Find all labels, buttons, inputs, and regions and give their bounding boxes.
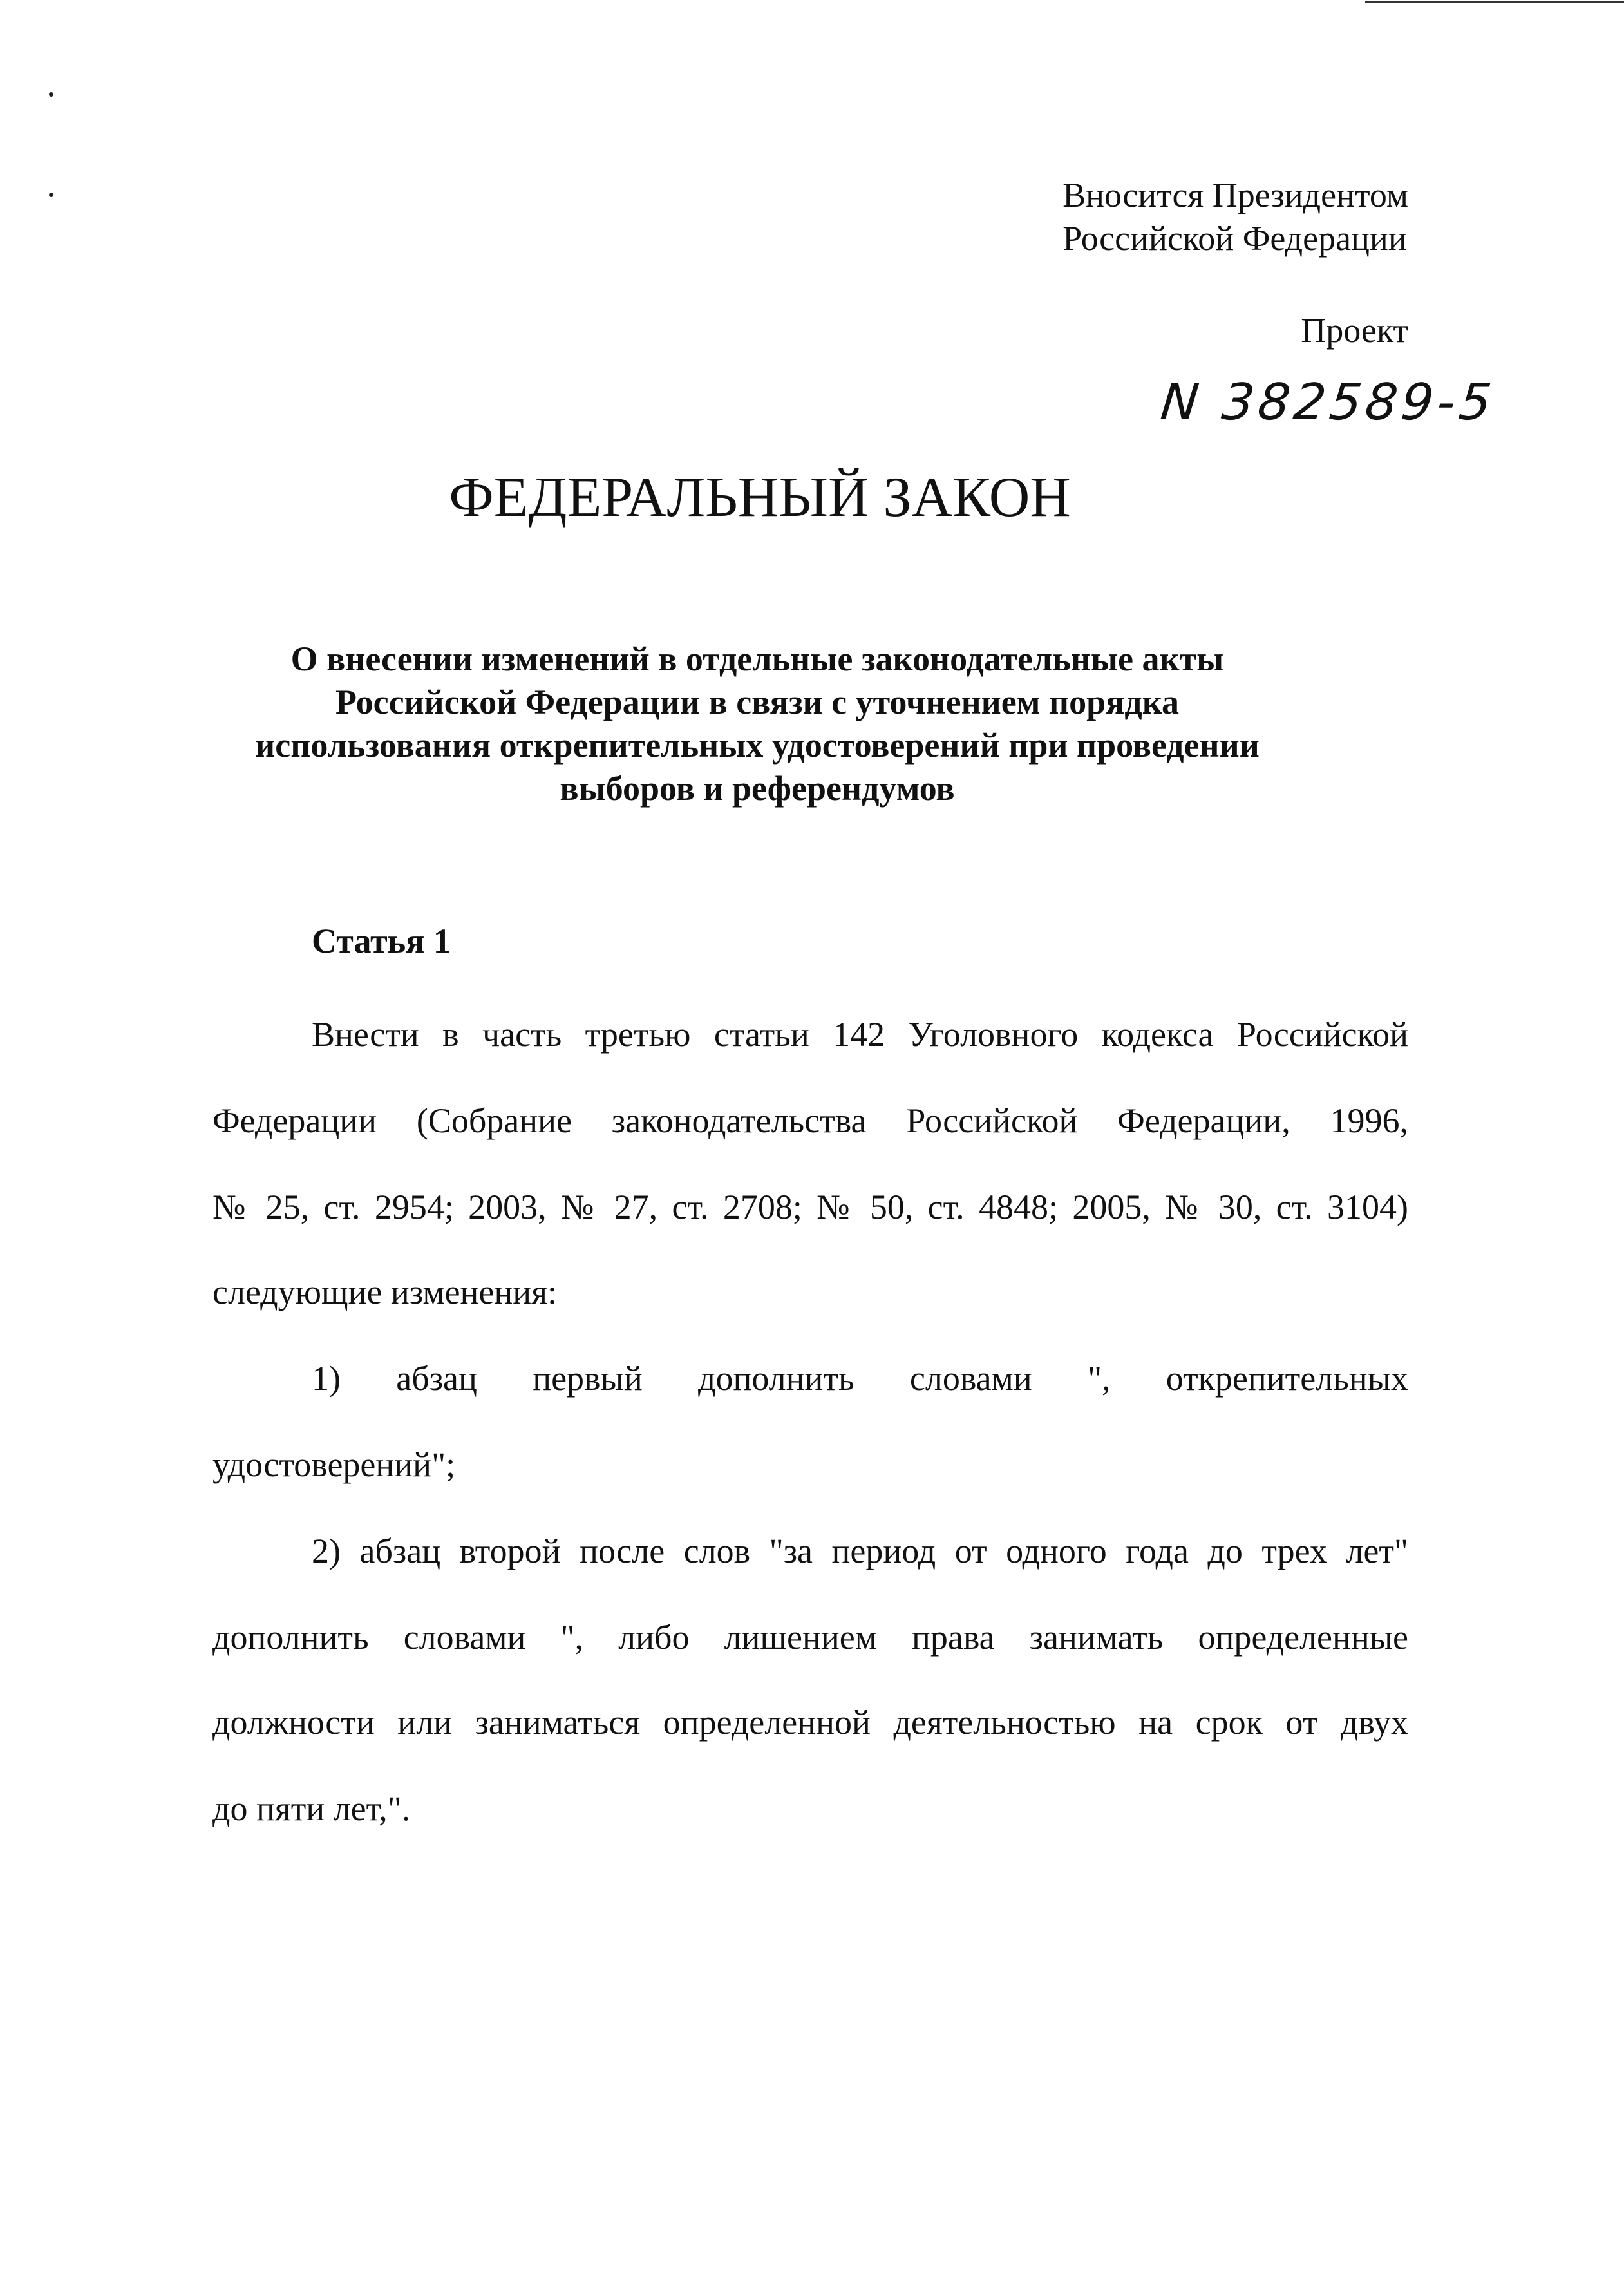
submitted-by-line: Вносится Президентом [1062,176,1408,214]
scan-edge-line [1365,1,1624,3]
submitted-by-line: Российской Федерации [1062,219,1407,258]
article-heading: Статья 1 [312,922,451,960]
body-line: Внести в часть третью статьи 142 Уголовного кодекса Российской [312,1015,1408,1054]
body-line: Федерации (Собрание законодательства Российской Федерации, 1996, [212,1101,1408,1140]
body-line: должности или заниматься определенной деятельностью на срок от двух [212,1703,1408,1742]
scan-speck [49,92,53,97]
draft-label: Проект [1301,311,1408,350]
body-line: 2) абзац второй после слов "за период от одного года до трех лет" [312,1532,1408,1570]
body-line: следующие изменения: [212,1273,558,1311]
document-title: ФЕДЕРАЛЬНЫЙ ЗАКОН [449,466,1071,529]
subtitle-line: выборов и референдумов [560,769,955,808]
body-line: 1) абзац первый дополнить словами ", открепительных [312,1359,1408,1398]
submitted-by [1062,174,1408,260]
subtitle-line: О внесении изменений в отдельные законодательные акты [290,640,1224,678]
subtitle-line: Российской Федерации в связи с уточнением порядка [335,683,1180,721]
document-subtitle [0,638,1515,810]
body-line: до пяти лет,". [212,1789,411,1828]
subtitle-line: использования открепительных удостоверений при проведении [255,726,1260,765]
handwritten-registration-number: N 382589-5 [1158,374,1498,432]
body-line: дополнить словами ", либо лишением права занимать определенные [212,1618,1408,1657]
body-line: № 25, ст. 2954; 2003, № 27, ст. 2708; № 50, ст. 4848; 2005, № 30, ст. 3104) [212,1188,1408,1226]
scan-speck [49,193,53,197]
body-line: удостоверений"; [212,1445,456,1484]
